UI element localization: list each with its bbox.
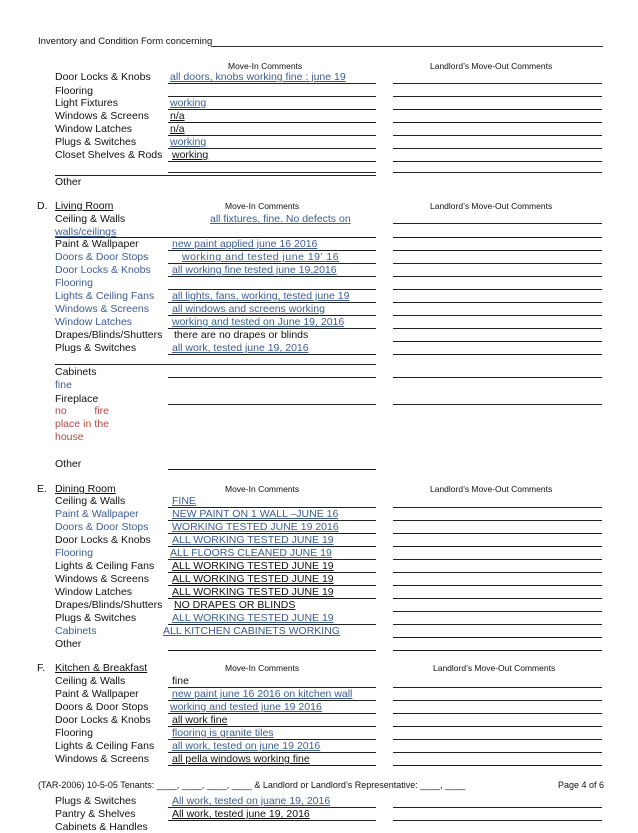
move-out-line[interactable] <box>393 328 602 329</box>
move-out-column-header: Landlord’s Move-Out Comments <box>430 484 553 494</box>
move-in-line <box>168 109 376 110</box>
move-out-line[interactable] <box>393 354 602 355</box>
move-in-value[interactable]: all pella windows working fine <box>172 753 310 765</box>
section-title-dining-room: Dining Room <box>55 483 116 495</box>
row-label: Doors & Door Stops <box>55 251 149 263</box>
row-label: Lights & Ceiling Fans <box>55 560 155 572</box>
move-in-value[interactable]: ALL FLOORS CLEANED JUNE 19 <box>170 547 332 559</box>
row-label: Cabinets & Handles <box>55 821 148 833</box>
move-in-value[interactable]: new paint applied june 16 2016 <box>172 238 318 250</box>
row-label: Door Locks & Knobs <box>55 264 151 276</box>
blank-line[interactable] <box>55 364 376 365</box>
move-out-line[interactable] <box>393 223 602 224</box>
row-label: Plugs & Switches <box>55 795 137 807</box>
move-out-line[interactable] <box>393 237 602 238</box>
move-in-value[interactable]: all fixtures, fine. No defects on <box>210 213 351 225</box>
move-out-line[interactable] <box>393 377 602 378</box>
move-out-line[interactable] <box>393 713 602 714</box>
move-in-value[interactable]: fine <box>55 379 72 391</box>
row-label: Flooring <box>55 277 93 289</box>
row-label: Fireplace <box>55 393 99 405</box>
row-label: Window Latches <box>55 316 133 328</box>
row-label: Windows & Screens <box>55 573 149 585</box>
move-in-value[interactable]: working and tested june 19 2016 <box>170 701 322 713</box>
row-label: Door Locks & Knobs <box>55 71 151 83</box>
row-label: Drapes/Blinds/Shutters <box>55 329 163 341</box>
move-out-line[interactable] <box>393 122 602 123</box>
move-out-line[interactable] <box>393 820 602 821</box>
move-out-column-header: Landlord’s Move-Out Comments <box>433 663 556 673</box>
move-in-value-continued[interactable]: walls/ceilings <box>55 226 117 238</box>
move-in-value[interactable]: fine <box>172 675 189 687</box>
row-label: Windows & Screens <box>55 110 149 122</box>
move-in-value[interactable]: ALL WORKING TESTED JUNE 19 <box>172 534 334 546</box>
row-label: Door Locks & Knobs <box>55 534 151 546</box>
move-out-line[interactable] <box>393 250 602 251</box>
row-label: Flooring <box>55 85 93 97</box>
row-label: Flooring <box>55 547 93 559</box>
move-in-line <box>168 276 376 277</box>
move-in-value[interactable]: all lights, fans, working, tested june 19 <box>172 290 350 302</box>
move-out-line[interactable] <box>393 109 602 110</box>
section-letter: D. <box>37 200 48 212</box>
row-label: Plugs & Switches <box>55 342 137 354</box>
move-in-value[interactable]: ALL WORKING TESTED JUNE 19 <box>172 612 334 624</box>
move-out-line[interactable] <box>393 598 602 599</box>
move-in-value[interactable]: working and tested on June 19, 2016 <box>172 316 345 328</box>
move-in-value[interactable]: NEW PAINT ON 1 WALL –JUNE 16 <box>172 508 339 520</box>
move-in-line[interactable] <box>168 650 376 651</box>
move-in-value[interactable]: WORKING TESTED JUNE 19 2016 <box>172 521 339 533</box>
row-label: Drapes/Blinds/Shutters <box>55 599 163 611</box>
header-line <box>211 46 603 47</box>
move-out-line[interactable] <box>393 83 602 84</box>
move-in-value[interactable]: ALL WORKING TESTED JUNE 19 <box>172 586 334 598</box>
row-label: Cabinets <box>55 366 97 378</box>
row-label: Plugs & Switches <box>55 612 137 624</box>
row-label: Light Fixtures <box>55 97 119 109</box>
move-out-line[interactable] <box>393 341 602 342</box>
move-out-column-header: Landlord’s Move-Out Comments <box>430 61 553 71</box>
move-in-line <box>168 83 376 84</box>
move-in-line[interactable] <box>168 377 376 378</box>
move-in-value[interactable]: working and tested june 19’ 16 <box>182 251 340 263</box>
section-title-kitchen: Kitchen & Breakfast <box>55 662 148 674</box>
move-out-line[interactable] <box>393 585 602 586</box>
move-out-line[interactable] <box>393 752 602 753</box>
section-letter: E. <box>37 483 47 495</box>
move-in-line <box>168 161 376 162</box>
move-out-line[interactable] <box>393 404 602 405</box>
move-out-line[interactable] <box>393 96 602 97</box>
move-in-line <box>168 354 376 355</box>
section-title-living-room: Living Room <box>55 200 114 212</box>
move-out-line[interactable] <box>393 611 602 612</box>
move-in-value[interactable]: all windows and screens working <box>172 303 325 315</box>
move-in-column-header: Move-In Comments <box>225 663 300 673</box>
move-in-line <box>168 820 376 821</box>
move-out-line[interactable] <box>393 135 602 136</box>
move-in-line[interactable] <box>168 404 376 405</box>
move-in-value[interactable]: new paint june 16 2016 on kitchen wall <box>172 688 353 700</box>
move-out-line[interactable] <box>393 726 602 727</box>
move-in-value[interactable]: all work, tested june 19, 2016 <box>172 342 309 354</box>
row-label: Other <box>55 176 82 188</box>
move-in-value[interactable]: no fire place in the house <box>55 405 109 443</box>
move-out-line[interactable] <box>393 148 602 149</box>
move-in-value[interactable]: all work, tested on june 19 2016 <box>172 740 321 752</box>
move-out-line[interactable] <box>393 172 602 173</box>
move-in-value[interactable]: n/a <box>170 123 185 135</box>
move-in-value[interactable]: All work, tested june 19, 2016 <box>172 808 310 820</box>
move-out-line[interactable] <box>393 263 602 264</box>
move-out-line[interactable] <box>393 276 602 277</box>
move-out-line[interactable] <box>393 624 602 625</box>
row-label: Pantry & Shelves <box>55 808 136 820</box>
row-label: Closet Shelves & Rods <box>55 149 163 161</box>
section-letter: F. <box>37 662 46 674</box>
move-in-value[interactable]: All work, tested on juane 19, 2016 <box>172 795 331 807</box>
move-in-value[interactable]: ALL KITCHEN CABINETS WORKING <box>163 625 340 637</box>
move-in-line[interactable] <box>168 469 376 470</box>
row-label: Cabinets <box>55 625 97 637</box>
row-label: Doors & Door Stops <box>55 521 149 533</box>
move-in-value[interactable]: n/a <box>170 110 185 122</box>
move-out-column-header: Landlord’s Move-Out Comments <box>430 201 553 211</box>
row-label: Door Locks & Knobs <box>55 714 151 726</box>
move-in-value[interactable]: FINE <box>172 495 196 507</box>
move-out-line[interactable] <box>393 700 602 701</box>
row-label: Ceiling & Walls <box>55 495 126 507</box>
move-out-line[interactable] <box>393 507 602 508</box>
row-label: Paint & Wallpaper <box>55 508 139 520</box>
row-label: Doors & Door Stops <box>55 701 149 713</box>
row-label: Paint & Wallpaper <box>55 688 139 700</box>
move-out-line[interactable] <box>393 315 602 316</box>
row-label: Lights & Ceiling Fans <box>55 290 155 302</box>
move-in-value[interactable]: working <box>172 149 209 161</box>
row-label: Windows & Screens <box>55 753 149 765</box>
form-footer: (TAR-2006) 10-5-05 Tenants: ____, ____, ____, ____ & Landlord or Landlord’s Representative: ____, ____ <box>38 780 466 790</box>
move-out-line[interactable] <box>393 546 602 547</box>
move-in-value[interactable]: all work fine <box>172 714 228 726</box>
move-out-line[interactable] <box>393 807 602 808</box>
row-label: Other <box>55 638 82 650</box>
row-label: Lights & Ceiling Fans <box>55 740 155 752</box>
move-in-column-header: Move-In Comments <box>225 201 300 211</box>
move-in-line[interactable] <box>168 172 376 173</box>
move-in-column-header: Move-In Comments <box>228 61 303 71</box>
row-label: Other <box>55 458 82 470</box>
move-out-line[interactable] <box>393 289 602 290</box>
move-in-value[interactable]: ALL WORKING TESTED JUNE 19 <box>172 573 334 585</box>
move-out-line[interactable] <box>393 533 602 534</box>
move-in-value[interactable]: NO DRAPES OR BLINDS <box>174 599 296 611</box>
move-out-line[interactable] <box>393 572 602 573</box>
move-out-line[interactable] <box>393 650 602 651</box>
move-in-line <box>168 765 376 766</box>
move-out-line[interactable] <box>393 637 602 638</box>
move-in-value[interactable]: all working fine tested june 19,2016 <box>172 264 337 276</box>
move-out-line[interactable] <box>393 520 602 521</box>
move-out-line[interactable] <box>393 302 602 303</box>
move-in-line <box>168 122 376 123</box>
move-out-line[interactable] <box>393 739 602 740</box>
move-in-value[interactable]: ALL WORKING TESTED JUNE 19 <box>172 560 334 572</box>
row-label: Windows & Screens <box>55 303 149 315</box>
row-label: Window Latches <box>55 586 133 598</box>
row-label: Paint & Wallpaper <box>55 238 139 250</box>
move-out-line[interactable] <box>393 559 602 560</box>
page-number: Page 4 of 6 <box>557 780 604 790</box>
move-out-line[interactable] <box>393 687 602 688</box>
row-label: Window Latches <box>55 123 133 135</box>
move-in-value[interactable]: working <box>170 97 207 109</box>
move-in-value[interactable]: working <box>170 136 207 148</box>
move-in-value[interactable]: flooring is granite tiles <box>172 727 274 739</box>
move-out-line[interactable] <box>393 765 602 766</box>
move-in-value[interactable]: all doors, knobs working fine : june 19 <box>170 71 346 83</box>
row-label: Ceiling & Walls <box>55 675 126 687</box>
blank-line[interactable] <box>55 175 376 176</box>
row-label: Flooring <box>55 727 93 739</box>
move-in-value[interactable]: there are no drapes or blinds <box>174 329 309 341</box>
move-out-line[interactable] <box>393 161 602 162</box>
row-label: Plugs & Switches <box>55 136 137 148</box>
form-header-title: Inventory and Condition Form concerning <box>38 36 213 47</box>
move-in-column-header: Move-In Comments <box>225 484 300 494</box>
row-label: Ceiling & Walls <box>55 213 126 225</box>
